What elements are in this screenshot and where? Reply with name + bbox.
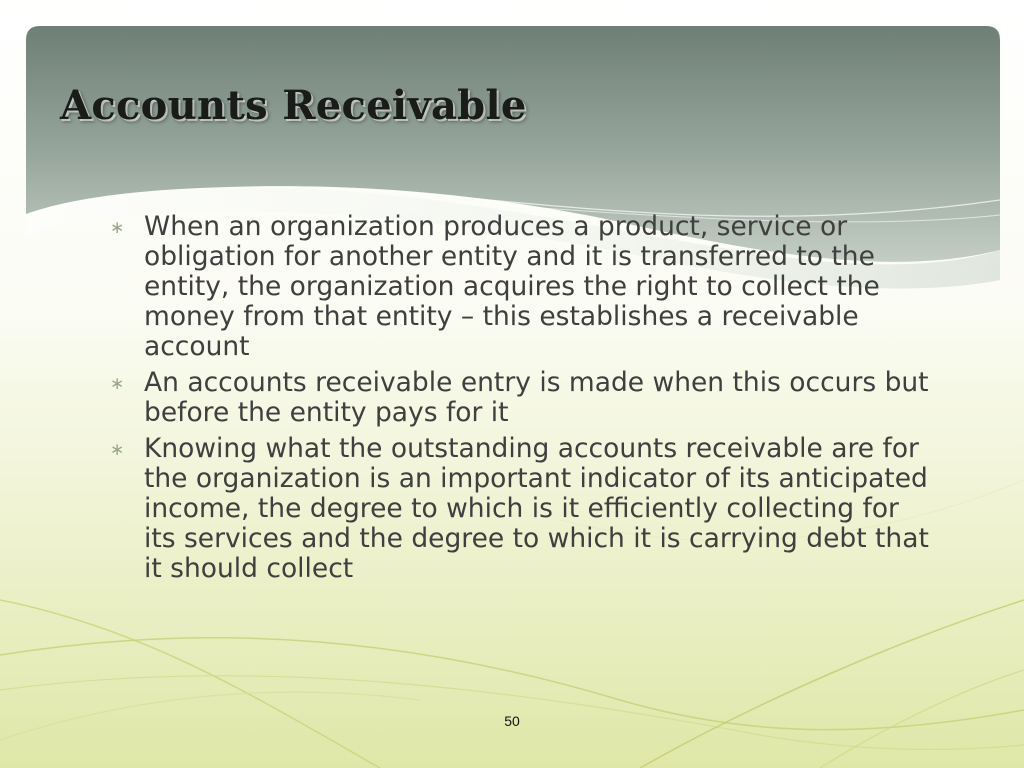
asterisk-bullet-icon: ∗ bbox=[110, 440, 125, 460]
bullet-text: Knowing what the outstanding accounts receivable are for the organization is an important indicator of its anticipated income, the degree to which is it efficiently collecting for its services and the degree to which it is carrying debt that it should collect bbox=[144, 433, 929, 584]
bullet-item bbox=[110, 368, 930, 428]
asterisk-bullet-icon: ∗ bbox=[110, 374, 125, 394]
bullet-text: An accounts receivable entry is made when this occurs but before the entity pays for it bbox=[144, 367, 929, 428]
bullet-text: When an organization produces a product, service or obligation for another entity and it is transferred to the entity, the organization acquires the right to collect the money from that entity – this establishes a receivable account bbox=[144, 211, 880, 362]
page-number: 50 bbox=[504, 713, 520, 729]
bullet-list bbox=[110, 212, 930, 590]
bullet-item bbox=[110, 212, 930, 362]
asterisk-bullet-icon: ∗ bbox=[110, 218, 125, 238]
slide-title: Accounts Receivable bbox=[60, 82, 527, 129]
bottom-swoosh-4 bbox=[640, 600, 1024, 768]
bullet-item bbox=[110, 434, 930, 584]
